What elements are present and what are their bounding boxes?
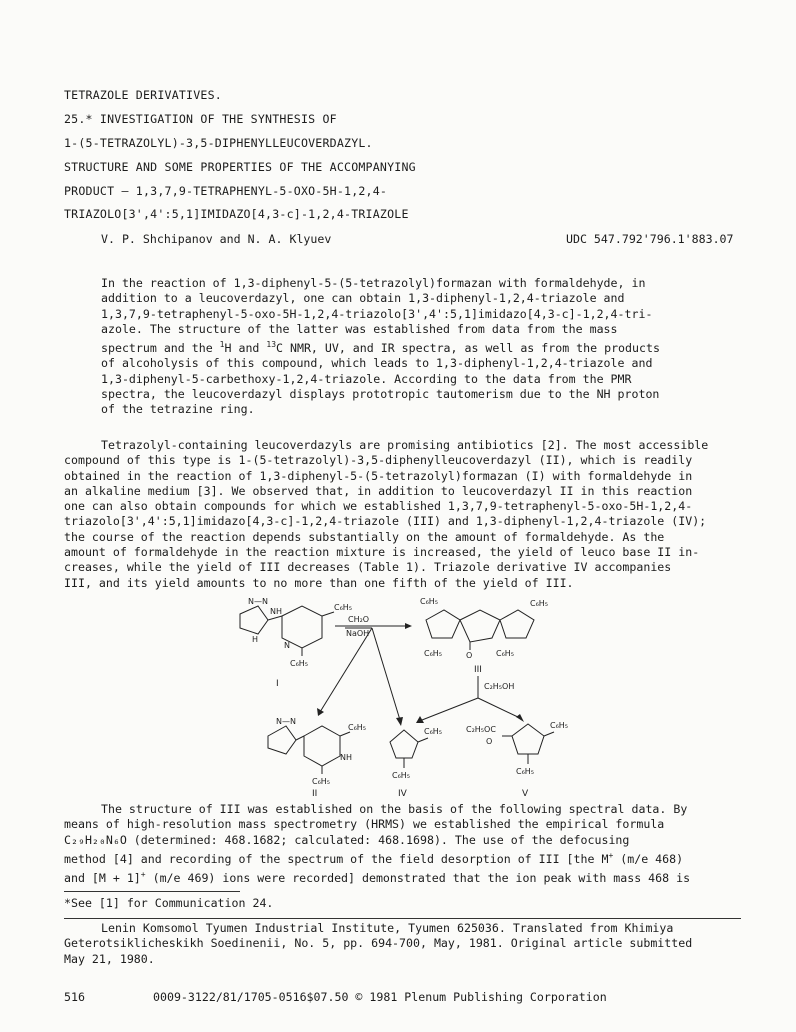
reagent-naoh: NaOH [346, 629, 370, 638]
affiliation-divider [64, 918, 741, 919]
phenyl-label: C₆H₅ [290, 659, 309, 668]
body-line: creases, while the yield of III decreases (Table 1). Triazole derivative IV accompanies [64, 560, 672, 575]
reaction-scheme [0, 592, 796, 800]
compound-label-iv: IV [398, 789, 407, 799]
abstract-nmr-line: spectrum and the $^1$H and $^{13}$C NMR, UV, and IR spectra, as well as from the products [101, 340, 660, 356]
affiliation [64, 921, 692, 967]
phenyl-label: C₆H₅ [424, 649, 443, 658]
body-paragraph-2 [64, 802, 690, 886]
svg-text:H: H [252, 635, 259, 644]
page-number: 516 [64, 990, 85, 1004]
body-line: III, and its yield amounts to no more than one fifth of the yield of III. [64, 575, 574, 590]
reagent-formaldehyde: CH₂O [348, 615, 370, 624]
abstract [101, 276, 660, 418]
compound-label-ii: II [312, 789, 318, 799]
body-line: one can also obtain compounds for which we established 1,3,7,9-tetraphenyl-5-oxo-5H-1,2,4- [64, 499, 693, 514]
title-line-6: TRIAZOLO[3',4':5,1]IMIDAZO[4,3-c]-1,2,4-TRIAZOLE [64, 207, 409, 221]
abstract-line: of alcoholysis of this compound, which leads to 1,3-diphenyl-1,2,4-triazole and [101, 356, 653, 371]
udc-code: UDC 547.792'796.1'883.07 [566, 232, 734, 246]
affiliation-line: Geterotsiklicheskikh Soedinenii, No. 5, pp. 694-700, May, 1981. Original article submitted [64, 936, 693, 951]
phenyl-label: C₆H₅ [348, 723, 367, 732]
ester-label: C₂H₅OC [466, 725, 496, 734]
footnote-divider [64, 891, 240, 892]
title-line-4: STRUCTURE AND SOME PROPERTIES OF THE ACCOMPANYING [64, 160, 416, 174]
svg-text:NH: NH [270, 607, 282, 616]
title-line-5: PRODUCT — 1,3,7,9-TETRAPHENYL-5-OXO-5H-1,2,4- [64, 184, 388, 198]
authors: V. P. Shchipanov and N. A. Klyuev [101, 232, 332, 246]
body-line: amount of formaldehyde in the reaction mixture is increased, the yield of leuco base II in- [64, 545, 700, 560]
svg-text:O: O [466, 651, 473, 660]
phenyl-label: C₆H₅ [516, 767, 535, 776]
body-line: means of high-resolution mass spectrometry (HRMS) we established the empirical formula [64, 817, 665, 832]
phenyl-label: C₆H₅ [420, 597, 439, 606]
svg-text:N: N [284, 641, 290, 650]
compound-i-structure [240, 597, 352, 689]
compound-label-iii: III [474, 665, 482, 675]
body-line: Tetrazolyl-containing leucoverdazyls are promising antibiotics [2]. The most accessible [101, 438, 709, 452]
phenyl-label: C₆H₅ [392, 771, 411, 780]
svg-text:O: O [486, 737, 493, 746]
body-paragraph-1 [64, 438, 708, 591]
compound-label-i: I [276, 679, 279, 689]
body-line: compound of this type is 1-(5-tetrazolyl)-3,5-diphenylleucoverdazyl (II), which is readily [64, 453, 693, 468]
affiliation-line: Lenin Komsomol Tyumen Industrial Institute, Tyumen 625036. Translated from Khimiya [101, 921, 674, 935]
abstract-line: 1,3,7,9-tetraphenyl-5-oxo-5H-1,2,4-triazolo[3',4':5,1]imidazo[4,3-c]-1,2,4-tri- [101, 306, 653, 321]
formula-line: C₂₉H₂₀N₆O (determined: 468.1682; calculated: 468.1698). The use of the defocusing [64, 832, 630, 847]
title-line-2: 25.* INVESTIGATION OF THE SYNTHESIS OF [64, 112, 337, 126]
svg-text:N—N: N—N [276, 717, 296, 726]
body-line: the course of the reaction depends substantially on the amount of formaldehyde. As the [64, 529, 665, 544]
abstract-line: azole. The structure of the latter was established from data from the mass [101, 321, 618, 336]
compound-iii-structure [420, 597, 548, 675]
compound-ii-structure [268, 717, 366, 799]
affiliation-line: May 21, 1980. [64, 951, 155, 966]
phenyl-label: C₆H₅ [530, 599, 549, 608]
svg-text:N—N: N—N [248, 597, 268, 606]
abstract-line: spectra, the leucoverdazyl displays prototropic tautomerism due to the NH proton [101, 386, 660, 401]
abstract-line: In the reaction of 1,3-diphenyl-5-(5-tetrazolyl)formazan with formaldehyde, in [101, 276, 646, 290]
empirical-formula: C₂₉H₂₀N₆O [64, 832, 127, 847]
title-line-1: TETRAZOLE DERIVATIVES. [64, 88, 222, 102]
phenyl-label: C₆H₅ [334, 603, 353, 612]
phenyl-label: C₆H₅ [550, 721, 569, 730]
body-line: The structure of III was established on the basis of the following spectral data. By [101, 802, 688, 816]
body-line: triazolo[3',4':5,1]imidazo[4,3-c]-1,2,4-triazole (III) and 1,3-diphenyl-1,2,4-triazole (IV); [64, 514, 707, 529]
abstract-line: 1,3-diphenyl-5-carbethoxy-1,2,4-triazole. According to the data from the PMR [101, 371, 632, 386]
reagent-ethanol: C₂H₅OH [484, 682, 515, 691]
body-line: obtained in the reaction of 1,3-diphenyl-5-(5-tetrazolyl)formazan (I) with formaldehyde in [64, 468, 693, 483]
phenyl-label: C₆H₅ [312, 777, 331, 786]
abstract-line: of the tetrazine ring. [101, 402, 255, 417]
phenyl-label: C₆H₅ [424, 727, 443, 736]
phenyl-label: C₆H₅ [496, 649, 515, 658]
compound-label-v: V [522, 789, 529, 799]
compound-iv-structure [390, 727, 442, 799]
svg-text:NH: NH [340, 753, 352, 762]
copyright-line: 0009-3122/81/1705-0516$07.50 © 1981 Plenum Publishing Corporation [153, 990, 607, 1004]
body-line: an alkaline medium [3]. We observed that, in addition to leucoverdazyl II in this reaction [64, 483, 693, 498]
body-line: method [4] and recording of the spectrum of the field desorption of III [the M+ (m/e 468) [64, 850, 684, 866]
abstract-line: addition to a leucoverdazyl, one can obtain 1,3-diphenyl-1,2,4-triazole and [101, 291, 625, 306]
body-line: and [M + 1]+ (m/e 469) ions were recorded] demonstrated that the ion peak with mass 468 is [64, 870, 691, 885]
compound-v-structure [466, 721, 568, 799]
footnote: *See [1] for Communication 24. [64, 896, 274, 910]
title-line-3: 1-(5-TETRAZOLYL)-3,5-DIPHENYLLEUCOVERDAZYL. [64, 136, 373, 150]
